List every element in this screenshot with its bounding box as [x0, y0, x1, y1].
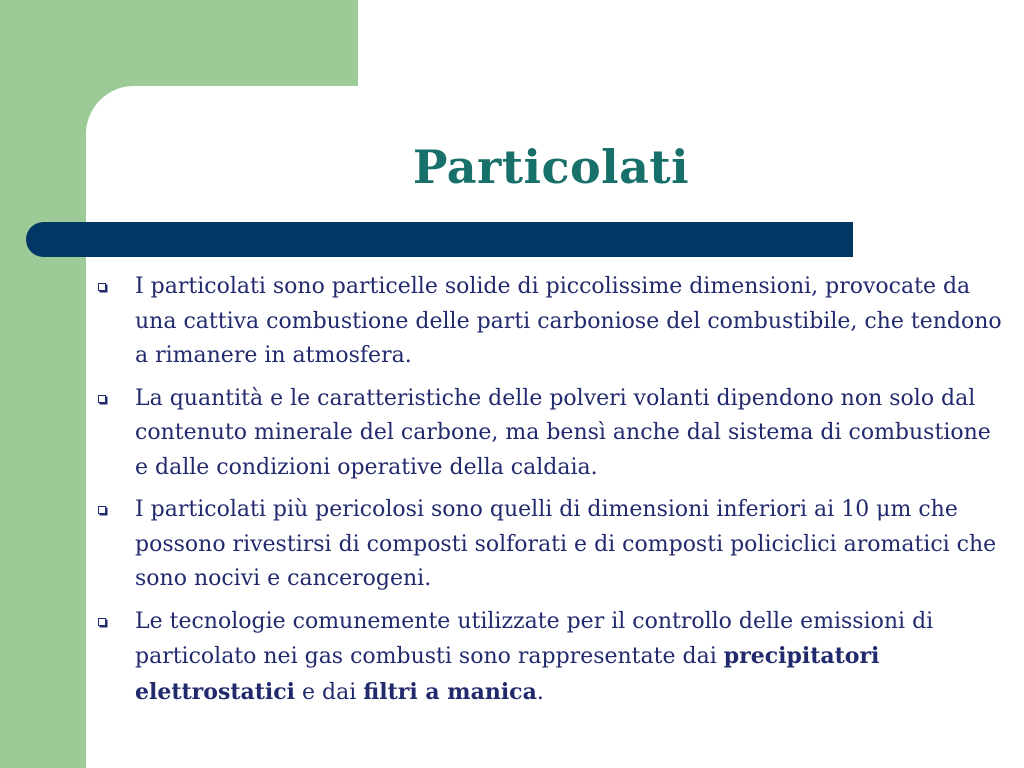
slide-title: Particolati: [412, 140, 690, 194]
bullet-item-1: [96, 270, 1008, 374]
bold-term-bag-filters: filtri a manica: [363, 678, 537, 705]
title-underline-bar: [26, 222, 853, 257]
bullet-square-icon: [98, 283, 106, 291]
bullet-text-start: Le tecnologie comunemente utilizzate per il controllo delle emissioni di particolato nei gas combusti sono rappresentate dai: [135, 608, 934, 669]
bullet-text: I particolati più pericolosi sono quelli di dimensioni inferiori ai 10 μm che possono rivestirsi di composti solforati e di composti policiclici aromatici che sono nocivi e cancerogeni.: [135, 497, 997, 591]
bullet-square-icon: [98, 506, 106, 514]
bullet-square-icon: [98, 618, 106, 626]
bold-term-electrostatic-precipitators: precipitatori elettrostatici: [135, 643, 880, 705]
bullet-item-2: [96, 382, 1008, 486]
bullet-square-icon: [98, 395, 106, 403]
bullet-text-middle: e dai: [295, 679, 364, 705]
bullet-list: [96, 270, 1008, 718]
bullet-text-end: .: [536, 679, 544, 705]
bullet-item-4: [96, 605, 1008, 711]
bullet-text: I particolati sono particelle solide di piccolissime dimensioni, provocate da una cattiva combustione delle parti carboniose del combustibile, che tendono a rimanere in atmosfera.: [135, 274, 1002, 368]
bullet-item-3: [96, 493, 1008, 597]
bullet-text: La quantità e le caratteristiche delle polveri volanti dipendono non solo dal contenuto minerale del carbone, ma bensì anche dal sistema di combustione e dalle condizioni operative della caldaia.: [135, 385, 991, 480]
